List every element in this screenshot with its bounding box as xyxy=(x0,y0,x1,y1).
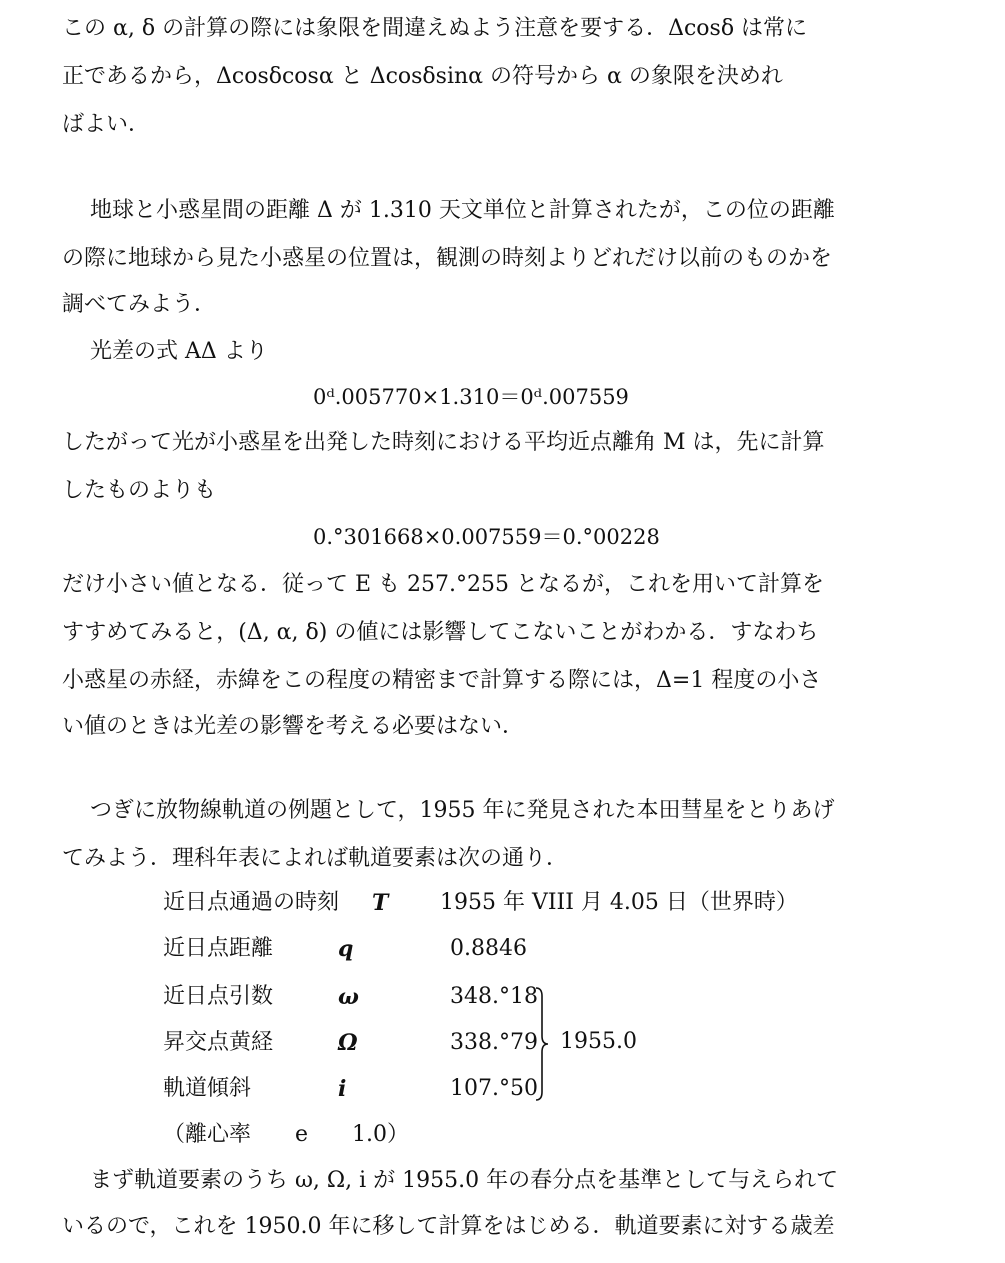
text-line: い値のときは光差の影響を考える必要はない． xyxy=(62,714,525,739)
element-name: 近日点引数 xyxy=(163,984,274,1009)
text-line: ばよい． xyxy=(62,112,151,137)
element-value: 1955 年 VIII 月 4.05 日（世界時） xyxy=(440,890,798,915)
text-line: 小惑星の赤経，赤緯をこの程度の精密まで計算する際には，Δ=1 程度の小さ xyxy=(62,668,822,693)
text-line: 地球と小惑星間の距離 Δ が 1.310 天文単位と計算されたが，この位の距離 xyxy=(90,198,835,223)
text-line: 調べてみよう． xyxy=(62,292,217,317)
text-line: 光差の式 AΔ より xyxy=(90,339,268,364)
element-name: 軌道傾斜 xyxy=(163,1076,252,1101)
element-symbol: ω xyxy=(338,984,359,1010)
text-line: この α, δ の計算の際には象限を間違えぬよう注意を要する．Δcosδ は常に xyxy=(62,16,808,41)
element-value: 0.8846 xyxy=(450,936,527,961)
text-line: てみよう．理科年表によれば軌道要素は次の通り． xyxy=(62,846,569,871)
text-line: つぎに放物線軌道の例題として，1955 年に発見された本田彗星をとりあげ xyxy=(90,798,835,823)
formula-mean-anomaly: 0.°301668×0.007559＝0.°00228 xyxy=(313,525,660,549)
element-name: 近日点通過の時刻 xyxy=(163,890,340,915)
element-symbol: i xyxy=(338,1076,347,1102)
right-brace-icon xyxy=(534,986,550,1102)
text-line: いるので，これを 1950.0 年に移して計算をはじめる．軌道要素に対する歳差 xyxy=(62,1214,835,1239)
element-symbol: Ω xyxy=(338,1030,358,1056)
element-value: 348.°18 xyxy=(450,984,538,1009)
text-line: まず軌道要素のうち ω, Ω, i が 1955.0 年の春分点を基準として与えられて xyxy=(90,1168,839,1193)
eccentricity-note: （離心率 e 1.0） xyxy=(163,1122,410,1147)
formula-aberration-time: 0ᵈ.005770×1.310＝0ᵈ.007559 xyxy=(313,385,629,409)
text-line: の際に地球から見た小惑星の位置は，観測の時刻よりどれだけ以前のものかを xyxy=(62,246,833,271)
text-line: すすめてみると，(Δ, α, δ) の値には影響してこないことがわかる．すなわち xyxy=(62,620,819,645)
text-line: したがって光が小惑星を出発した時刻における平均近点離角 M は，先に計算 xyxy=(62,430,825,455)
element-symbol: q xyxy=(338,936,354,962)
element-value: 107.°50 xyxy=(450,1076,538,1101)
element-name: 昇交点黄経 xyxy=(163,1030,274,1055)
element-name: 近日点距離 xyxy=(163,936,274,961)
text-line: だけ小さい値となる．従って E も 257.°255 となるが，これを用いて計算を xyxy=(62,572,825,597)
text-line: したものよりも xyxy=(62,478,217,503)
element-symbol: T xyxy=(372,890,389,916)
epoch-label: 1955.0 xyxy=(560,1029,637,1054)
element-value: 338.°79 xyxy=(450,1030,538,1055)
text-line: 正であるから，Δcosδcosα と Δcosδsinα の符号から α の象限を決めれ xyxy=(62,64,783,89)
